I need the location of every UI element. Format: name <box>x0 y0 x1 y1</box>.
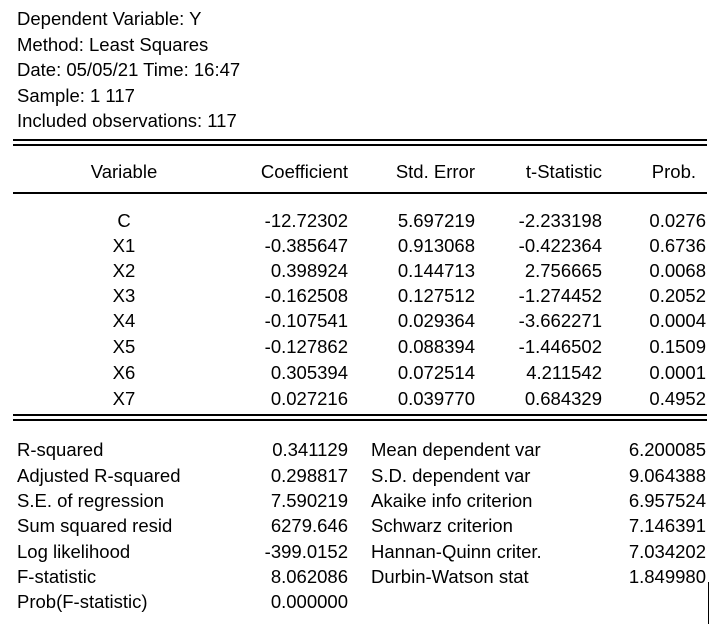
std-error-value: 5.697219 <box>397 210 475 231</box>
prob-value: 0.0276 <box>649 210 706 231</box>
stat-label: Akaike info criterion <box>371 490 533 511</box>
t-statistic-value: -1.274452 <box>518 285 602 306</box>
method-label: Method: Least Squares <box>17 34 209 55</box>
stat-label: S.E. of regression <box>17 490 165 511</box>
mid-rule-2 <box>13 419 707 421</box>
stat-label: Mean dependent var <box>371 439 541 460</box>
coefficient-value: -12.72302 <box>264 210 348 231</box>
prob-value: 0.4952 <box>649 388 706 409</box>
coefficient-value: 0.398924 <box>270 260 348 281</box>
prob-value: 0.0001 <box>649 362 706 383</box>
col-header-prob: Prob. <box>651 161 696 182</box>
coefficient-value: -0.107541 <box>264 310 348 331</box>
included-observations-label: Included observations: 117 <box>17 110 237 131</box>
stat-label: Durbin-Watson stat <box>371 566 529 587</box>
std-error-value: 0.029364 <box>397 310 475 331</box>
stat-label: Log likelihood <box>17 541 131 562</box>
variable-name: X4 <box>112 310 136 331</box>
variable-name: X7 <box>112 388 136 409</box>
prob-value: 0.6736 <box>649 235 706 256</box>
dependent-variable-label: Dependent Variable: Y <box>17 8 202 29</box>
top-rule-1 <box>13 139 707 141</box>
t-statistic-value: -1.446502 <box>518 336 602 357</box>
t-statistic-value: -3.662271 <box>518 310 602 331</box>
std-error-value: 0.127512 <box>397 285 475 306</box>
stat-value: 7.034202 <box>628 541 706 562</box>
stat-value: 0.341129 <box>272 439 348 460</box>
stat-value: 1.849980 <box>628 566 706 587</box>
stat-label: S.D. dependent var <box>371 465 531 486</box>
prob-value: 0.2052 <box>649 285 706 306</box>
prob-value: 0.0068 <box>649 260 706 281</box>
col-header-std-error: Std. Error <box>395 161 475 182</box>
stat-label: Adjusted R-squared <box>17 465 181 486</box>
stat-label: R-squared <box>17 439 104 460</box>
stat-value: 7.590219 <box>270 490 348 511</box>
variable-name: C <box>117 210 131 231</box>
std-error-value: 0.039770 <box>397 388 475 409</box>
stat-label: Prob(F-statistic) <box>17 591 148 612</box>
col-header-variable: Variable <box>90 161 158 182</box>
prob-value: 0.1509 <box>649 336 706 357</box>
mid-rule-1 <box>13 414 707 416</box>
header-underline <box>13 192 707 194</box>
prob-value: 0.0004 <box>649 310 706 331</box>
stat-value: 0.000000 <box>270 591 348 612</box>
col-header-coefficient: Coefficient <box>260 161 348 182</box>
stat-value: 6.200085 <box>628 439 706 460</box>
stat-value: 0.298817 <box>270 465 348 486</box>
t-statistic-value: 2.756665 <box>524 260 602 281</box>
stat-value: -399.0152 <box>264 541 348 562</box>
coefficient-value: -0.162508 <box>264 285 348 306</box>
t-statistic-value: -0.422364 <box>518 235 602 256</box>
stat-value: 7.146391 <box>628 515 706 536</box>
sample-label: Sample: 1 117 <box>17 85 135 106</box>
col-header-t-statistic: t-Statistic <box>525 161 602 182</box>
coefficient-value: -0.127862 <box>264 336 348 357</box>
date-time-label: Date: 05/05/21 Time: 16:47 <box>17 59 241 80</box>
variable-name: X5 <box>112 336 136 357</box>
stat-label: Hannan-Quinn criter. <box>371 541 542 562</box>
t-statistic-value: -2.233198 <box>518 210 602 231</box>
stat-label: Schwarz criterion <box>371 515 513 536</box>
std-error-value: 0.072514 <box>397 362 475 383</box>
std-error-value: 0.913068 <box>397 235 475 256</box>
stat-label: F-statistic <box>17 566 97 587</box>
stat-value: 9.064388 <box>628 465 706 486</box>
coefficient-value: -0.385647 <box>264 235 348 256</box>
variable-name: X2 <box>112 260 136 281</box>
t-statistic-value: 4.211542 <box>526 362 602 383</box>
t-statistic-value: 0.684329 <box>524 388 602 409</box>
stats-right-edge <box>708 582 709 624</box>
top-rule-2 <box>13 144 707 146</box>
variable-name: X1 <box>112 235 136 256</box>
std-error-value: 0.144713 <box>397 260 475 281</box>
stat-value: 8.062086 <box>270 566 348 587</box>
variable-name: X6 <box>112 362 136 383</box>
variable-name: X3 <box>112 285 136 306</box>
stat-label: Sum squared resid <box>17 515 173 536</box>
stat-value: 6.957524 <box>628 490 706 511</box>
coefficient-value: 0.305394 <box>270 362 348 383</box>
std-error-value: 0.088394 <box>397 336 475 357</box>
coefficient-value: 0.027216 <box>270 388 348 409</box>
stat-value: 6279.646 <box>270 515 348 536</box>
